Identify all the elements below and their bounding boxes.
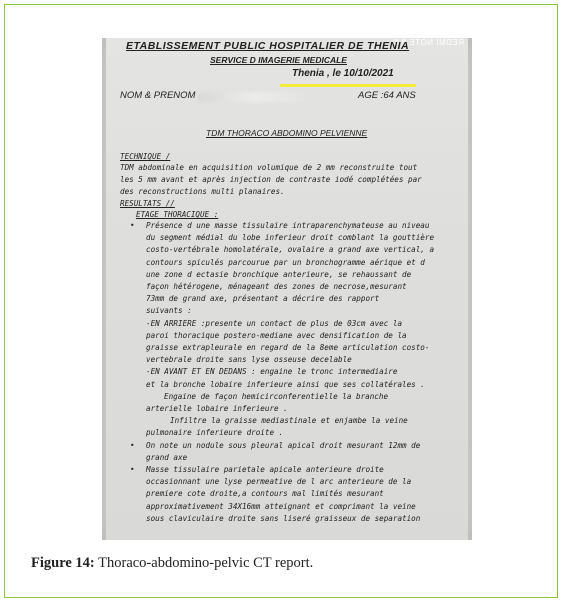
date-line: Thenia , le 10/10/2021 xyxy=(292,68,394,79)
list-item-line: 73mm de grand axe, présentant a décrire des rapport xyxy=(146,294,380,304)
results-list xyxy=(120,220,464,525)
list-item: • On note un nodule sous pleural apical droit mesurant 12mm de xyxy=(120,440,464,452)
list-item: • Masse tissulaire parietale apicale anterieure droite xyxy=(120,464,464,476)
list-item-line: occasionnant une lyse permeative de l arc anterieure de la xyxy=(146,477,412,487)
arriere-line: -EN ARRIERE :presente un contact de plus de 03cm avec la xyxy=(146,318,403,328)
service-header: SERVICE D IMAGERIE MEDICALE xyxy=(210,55,347,65)
etage-heading: ETAGE THORACIQUE : xyxy=(136,210,219,219)
engaine-line: arterielle lobaire inferieure . xyxy=(146,404,288,414)
list-item-line: contours spiculés parcourue par un bronchogramme aérique et d xyxy=(146,257,425,267)
bullet-icon: • xyxy=(130,221,135,230)
technique-line: les 5 mm avant et après injection de contraste iodé complétées par xyxy=(120,175,422,185)
report-photo xyxy=(102,38,472,540)
results-heading: RESULTATS // xyxy=(120,199,175,208)
list-item-line: grand axe xyxy=(146,452,188,462)
technique-line: TDM abdominale en acquisition volumique de 2 mm reconstruite tout xyxy=(120,163,418,172)
report-title: TDM THORACO ABDOMINO PELVIENNE xyxy=(206,128,368,138)
technique-heading: TECHNIQUE / xyxy=(120,152,171,161)
bullet-icon: • xyxy=(130,440,135,450)
arriere-line: graisse extrapleurale en regard de la 8eme articulation costo- xyxy=(146,343,430,353)
paper-sheet xyxy=(106,38,468,540)
technique-text xyxy=(120,162,464,199)
institution-header: ETABLISSEMENT PUBLIC HOSPITALIER DE THENIA xyxy=(126,40,410,52)
list-item-line: façon hétérogene, ménageant des zones de necrose,mesurant xyxy=(146,282,407,292)
list-item: • Présence d une masse tissulaire intraparenchymateuse au niveau xyxy=(120,220,464,232)
list-item-line: sous claviculaire droite sans liseré graisseux de separation xyxy=(146,513,421,523)
list-item-line: approximativement 34X16mm atteignant et comprimant la veine xyxy=(146,501,416,511)
infiltre-line: pulmonaire inferieure droite . xyxy=(146,428,284,438)
caption-label: Figure 14: xyxy=(31,555,95,571)
figure-caption xyxy=(31,555,313,572)
arriere-line: vertebrale droite sans lyse osseuse decelable xyxy=(146,355,352,365)
avant-line: et la bronche lobaire inferieure ainsi que ses collatérales . xyxy=(146,379,425,389)
list-item-line: costo-vertébrale homolatérale, ovalaire a grand axe vertical, a xyxy=(146,245,435,255)
list-item-line: du segment médial du lobe inferieur droit comblant la gouttière xyxy=(146,233,435,243)
figure-frame xyxy=(4,4,558,598)
patient-age: AGE :64 ANS xyxy=(358,90,416,101)
caption-text: Thoraco-abdomino-pelvic CT report. xyxy=(94,555,314,571)
avant-line: -EN AVANT ET EN DEDANS : engaine le tronc intermediaire xyxy=(146,367,398,377)
infiltre-line: Infiltre la graisse mediastinale et enjambe la veine xyxy=(170,416,408,426)
redacted-name xyxy=(198,92,310,102)
technique-line: des reconstructions multi planaires. xyxy=(120,187,285,197)
bullet-icon: • xyxy=(130,465,135,475)
name-label: NOM & PRENOM xyxy=(120,90,196,101)
date-highlight xyxy=(280,84,416,87)
arriere-line: paroi thoracique postero-mediane avec densification de la xyxy=(146,330,407,340)
engaine-line: Engaine de façon hemicirconferentielle la branche xyxy=(164,391,389,401)
list-item-line: une zone d ectasie bronchique anterieure, se rehaussant de xyxy=(146,269,412,279)
list-item-line: suivants : xyxy=(146,306,192,316)
list-item-line: premiere cote droite,a contours mal limités mesurant xyxy=(146,489,384,499)
camera-watermark: REDMI NOTE 8 © xyxy=(391,38,464,47)
